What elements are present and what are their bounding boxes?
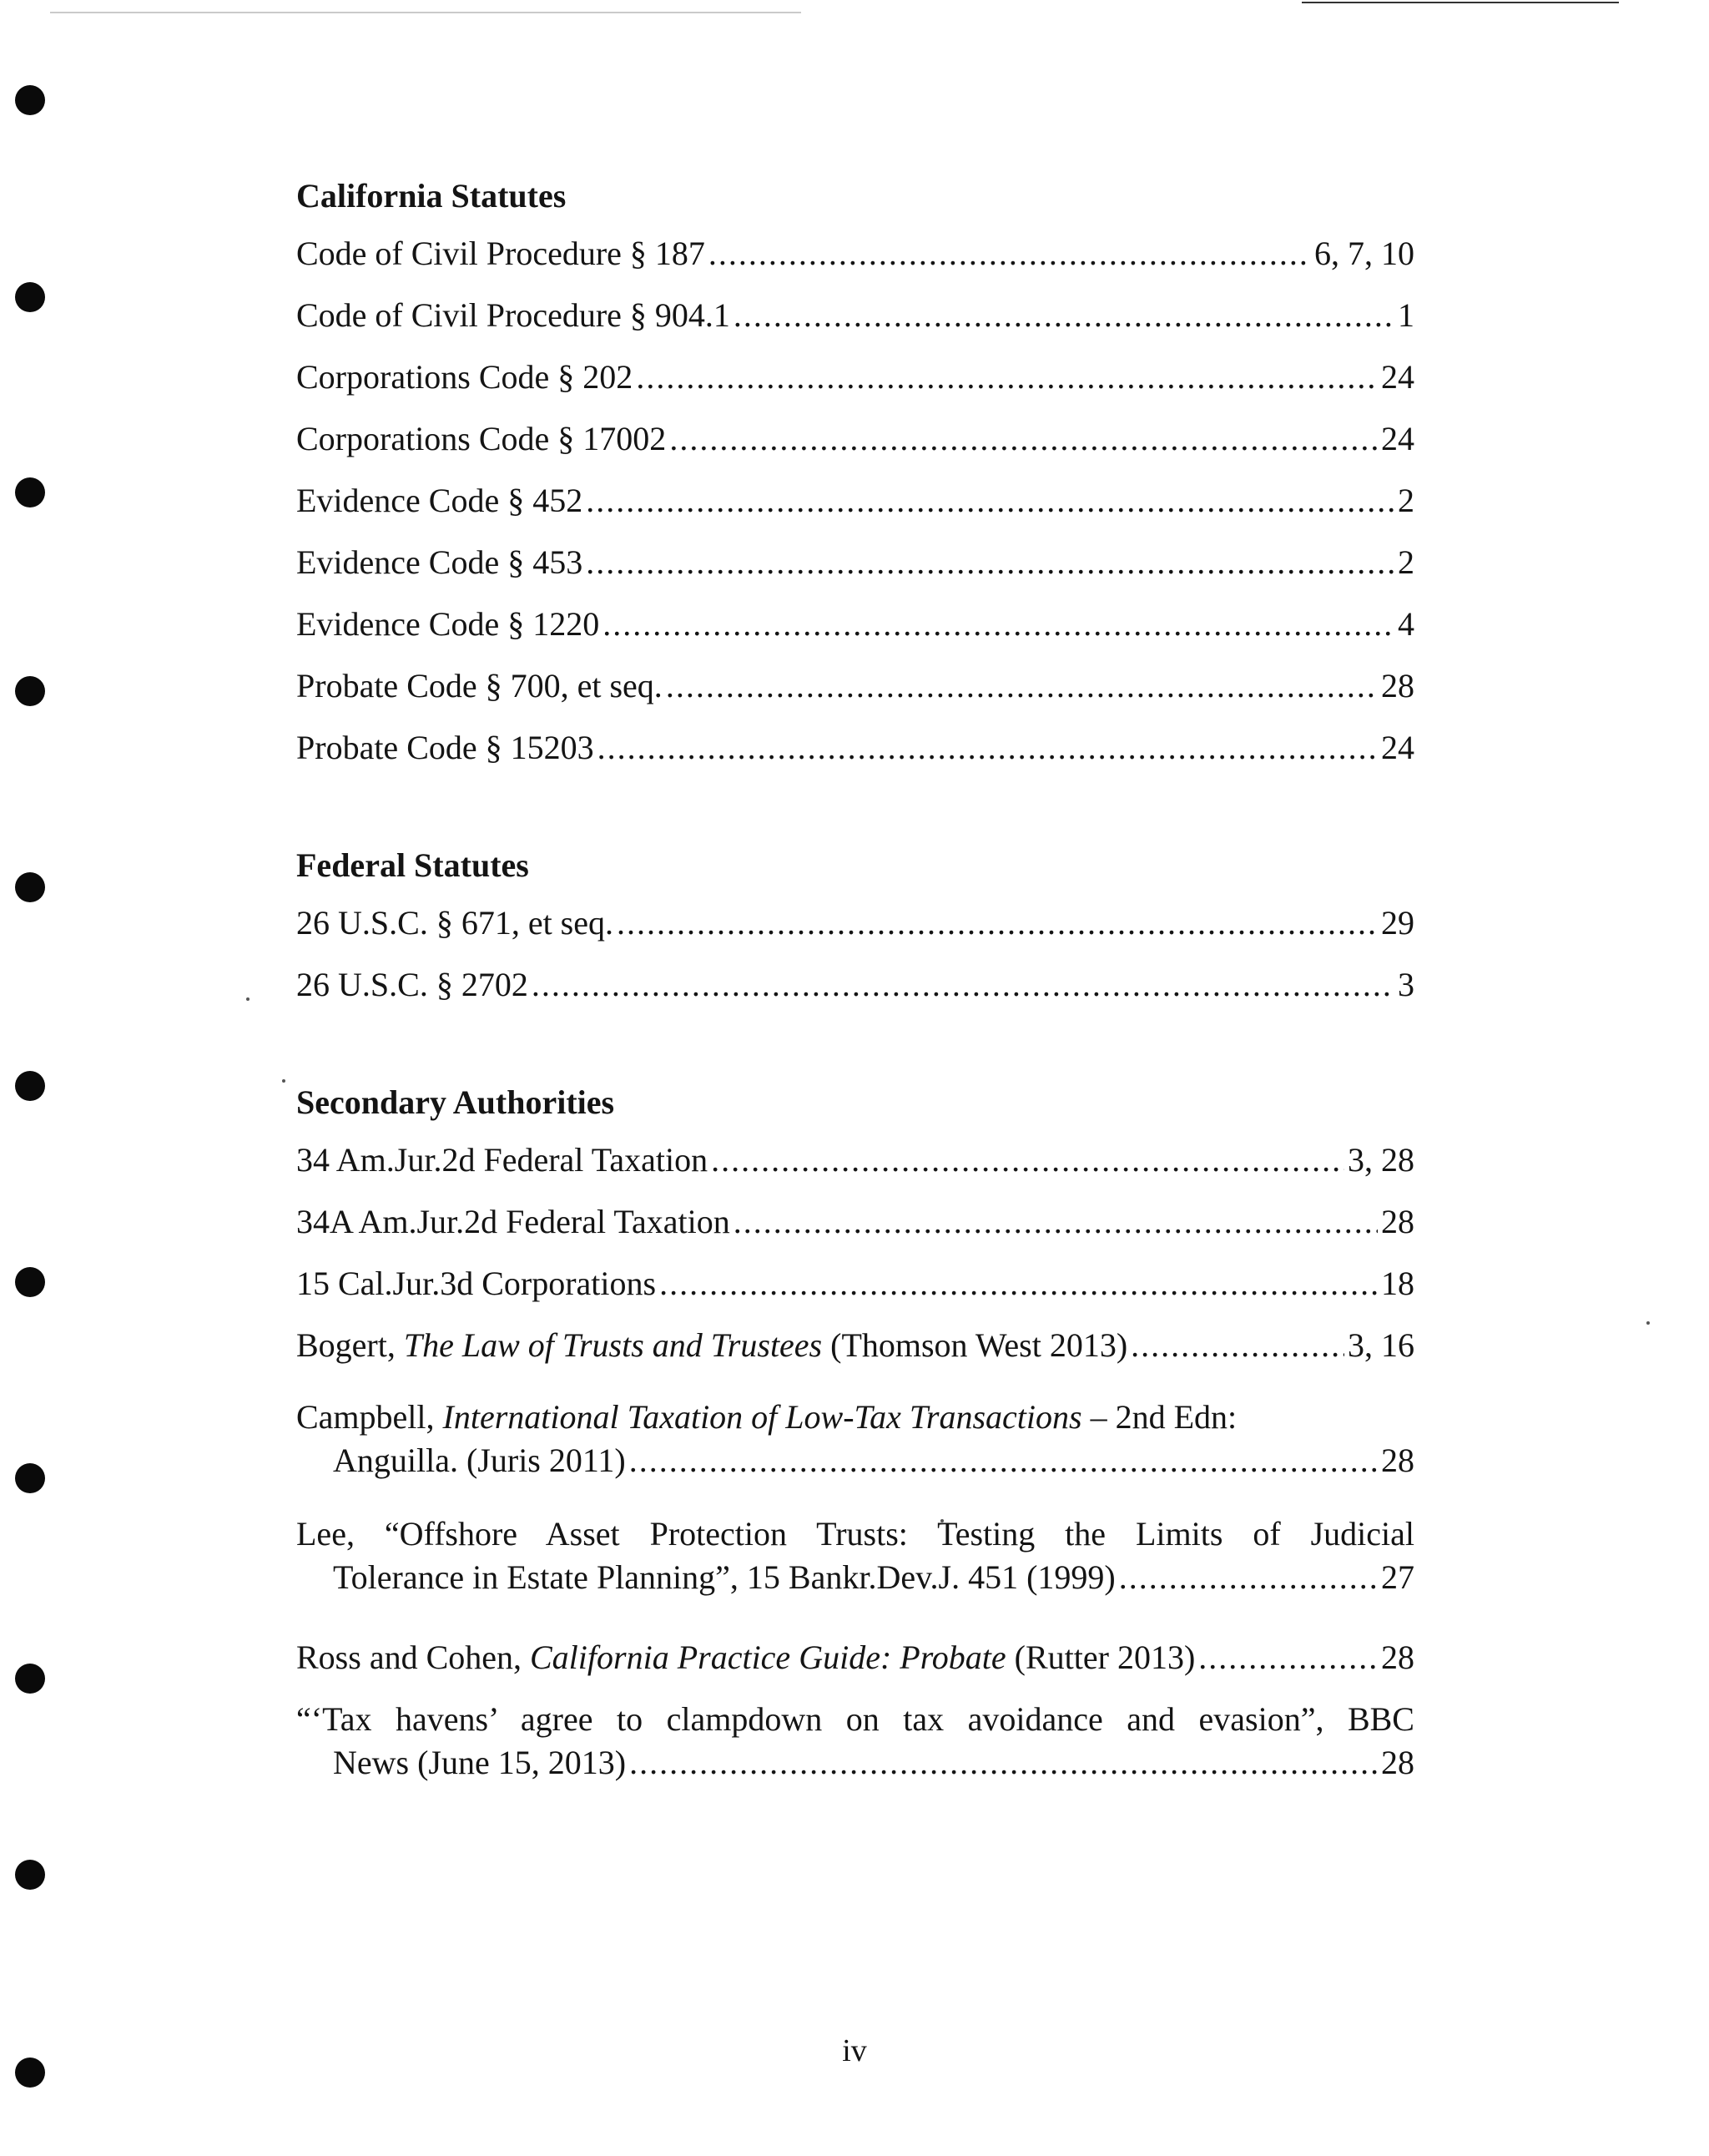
entry-title: The Law of Trusts and Trustees xyxy=(403,1326,823,1364)
dot-leader xyxy=(711,1139,1344,1182)
entry-publisher: (Thomson West 2013) xyxy=(822,1326,1128,1364)
binder-hole xyxy=(15,1071,45,1101)
entry-line-1: Lee, “Offshore Asset Protection Trusts: Testing the Limits of Judicial xyxy=(296,1515,1414,1553)
binder-hole xyxy=(15,477,45,507)
section-heading: Federal Statutes xyxy=(296,846,529,884)
entry-pages: 27 xyxy=(1381,1558,1414,1596)
entry-citation xyxy=(296,1324,1127,1367)
entry-pages: 3, 28 xyxy=(1348,1141,1414,1179)
dot-leader xyxy=(666,664,1378,708)
entry-citation: Probate Code § 15203 xyxy=(296,729,594,766)
dot-leader xyxy=(659,1262,1378,1305)
entry-author: Campbell, xyxy=(296,1398,443,1436)
toc-entry xyxy=(296,541,1414,584)
dot-leader xyxy=(1131,1324,1344,1367)
section-secondary-authorities xyxy=(296,1082,1414,1785)
binder-hole xyxy=(15,1664,45,1694)
scan-artifact-top-right xyxy=(1302,2,1619,3)
dot-leader xyxy=(1198,1636,1378,1679)
dot-leader xyxy=(586,541,1394,584)
binder-hole xyxy=(15,872,45,902)
dot-leader xyxy=(629,1741,1378,1785)
dot-leader xyxy=(669,417,1378,461)
scan-artifact-top-left xyxy=(50,12,801,13)
entry-citation: Corporations Code § 202 xyxy=(296,358,633,396)
entry-citation-continued: News (June 15, 2013) xyxy=(333,1744,627,1781)
entry-edition: – 2nd Edn: xyxy=(1081,1398,1238,1436)
entry-citation: Code of Civil Procedure § 904.1 xyxy=(296,296,730,334)
section-heading: California Statutes xyxy=(296,177,567,215)
entry-pages: 4 xyxy=(1398,605,1414,643)
entry-citation: Code of Civil Procedure § 187 xyxy=(296,235,705,272)
dot-leader xyxy=(602,603,1394,646)
section-heading: Secondary Authorities xyxy=(296,1083,615,1121)
dot-leader xyxy=(617,901,1378,945)
toc-entry xyxy=(296,901,1414,945)
entry-citation: Corporations Code § 17002 xyxy=(296,420,667,457)
entry-pages: 28 xyxy=(1381,667,1414,704)
entry-publisher: (Rutter 2013) xyxy=(1006,1638,1196,1676)
entry-title: International Taxation of Low-Tax Transactions xyxy=(442,1398,1082,1436)
entry-pages: 2 xyxy=(1398,482,1414,519)
dot-leader xyxy=(734,1200,1378,1244)
toc-entry xyxy=(296,664,1414,708)
entry-line-1 xyxy=(296,1396,1414,1439)
entry-pages: 28 xyxy=(1381,1638,1414,1676)
entry-citation: Evidence Code § 453 xyxy=(296,543,583,581)
toc-entry xyxy=(296,1200,1414,1244)
toc-entry xyxy=(296,1262,1414,1305)
dot-leader xyxy=(708,232,1311,275)
entry-citation: 34 Am.Jur.2d Federal Taxation xyxy=(296,1141,708,1179)
toc-entry xyxy=(296,1324,1414,1367)
toc-entry xyxy=(296,603,1414,646)
entry-pages: 18 xyxy=(1381,1265,1414,1302)
entry-pages: 28 xyxy=(1381,1744,1414,1781)
entry-citation: 26 U.S.C. § 2702 xyxy=(296,966,528,1003)
section-federal-statutes xyxy=(296,845,1414,1007)
toc-entry xyxy=(296,479,1414,523)
binder-hole xyxy=(15,676,45,706)
entry-pages: 3, 16 xyxy=(1348,1326,1414,1364)
dot-leader xyxy=(734,294,1394,337)
binder-hole xyxy=(15,1463,45,1493)
page-number: iv xyxy=(842,2033,867,2068)
entry-line-2 xyxy=(296,1439,1414,1482)
entry-line-2 xyxy=(296,1741,1414,1785)
entry-citation xyxy=(296,1636,1195,1679)
toc-entry xyxy=(296,417,1414,461)
dot-leader xyxy=(597,726,1378,770)
entry-pages: 2 xyxy=(1398,543,1414,581)
entry-author: Ross and Cohen, xyxy=(296,1638,530,1676)
entry-pages: 3 xyxy=(1398,966,1414,1003)
entry-citation-continued: Tolerance in Estate Planning”, 15 Bankr.Dev.J. 451 (1999) xyxy=(333,1558,1116,1596)
table-of-authorities xyxy=(296,175,1414,1860)
entry-pages: 28 xyxy=(1381,1203,1414,1240)
binder-hole xyxy=(15,85,45,115)
dot-leader xyxy=(532,963,1394,1007)
entry-citation: Evidence Code § 452 xyxy=(296,482,583,519)
toc-entry xyxy=(296,1512,1414,1599)
toc-entry xyxy=(296,1139,1414,1182)
toc-entry xyxy=(296,232,1414,275)
entry-citation: 34A Am.Jur.2d Federal Taxation xyxy=(296,1203,730,1240)
binder-hole xyxy=(15,1267,45,1297)
entry-line-1: “‘Tax havens’ agree to clampdown on tax avoidance and evasion”, BBC xyxy=(296,1700,1414,1738)
entry-citation: Evidence Code § 1220 xyxy=(296,605,600,643)
entry-pages: 28 xyxy=(1381,1442,1414,1479)
entry-pages: 24 xyxy=(1381,420,1414,457)
dot-leader xyxy=(586,479,1394,523)
toc-entry xyxy=(296,1636,1414,1679)
entry-author: Bogert, xyxy=(296,1326,404,1364)
dot-leader xyxy=(629,1439,1378,1482)
entry-pages: 29 xyxy=(1381,904,1414,942)
entry-pages: 1 xyxy=(1398,296,1414,334)
toc-entry xyxy=(296,726,1414,770)
toc-entry xyxy=(296,1396,1414,1482)
entry-title: California Practice Guide: Probate xyxy=(530,1638,1006,1676)
section-california-statutes xyxy=(296,175,1414,770)
scan-speck xyxy=(1646,1321,1650,1325)
toc-entry xyxy=(296,1698,1414,1785)
entry-pages: 6, 7, 10 xyxy=(1314,235,1414,272)
scan-speck xyxy=(282,1079,285,1083)
toc-entry xyxy=(296,356,1414,399)
entry-citation: 26 U.S.C. § 671, et seq. xyxy=(296,904,613,942)
dot-leader xyxy=(636,356,1378,399)
scan-speck xyxy=(246,997,250,1001)
toc-entry xyxy=(296,294,1414,337)
dot-leader xyxy=(1119,1556,1378,1599)
binder-hole xyxy=(15,1860,45,1890)
entry-citation-continued: Anguilla. (Juris 2011) xyxy=(333,1442,626,1479)
entry-pages: 24 xyxy=(1381,729,1414,766)
entry-citation: Probate Code § 700, et seq. xyxy=(296,667,663,704)
toc-entry xyxy=(296,963,1414,1007)
entry-citation: 15 Cal.Jur.3d Corporations xyxy=(296,1265,657,1302)
binder-hole xyxy=(15,282,45,312)
entry-line-2 xyxy=(296,1556,1414,1599)
entry-pages: 24 xyxy=(1381,358,1414,396)
